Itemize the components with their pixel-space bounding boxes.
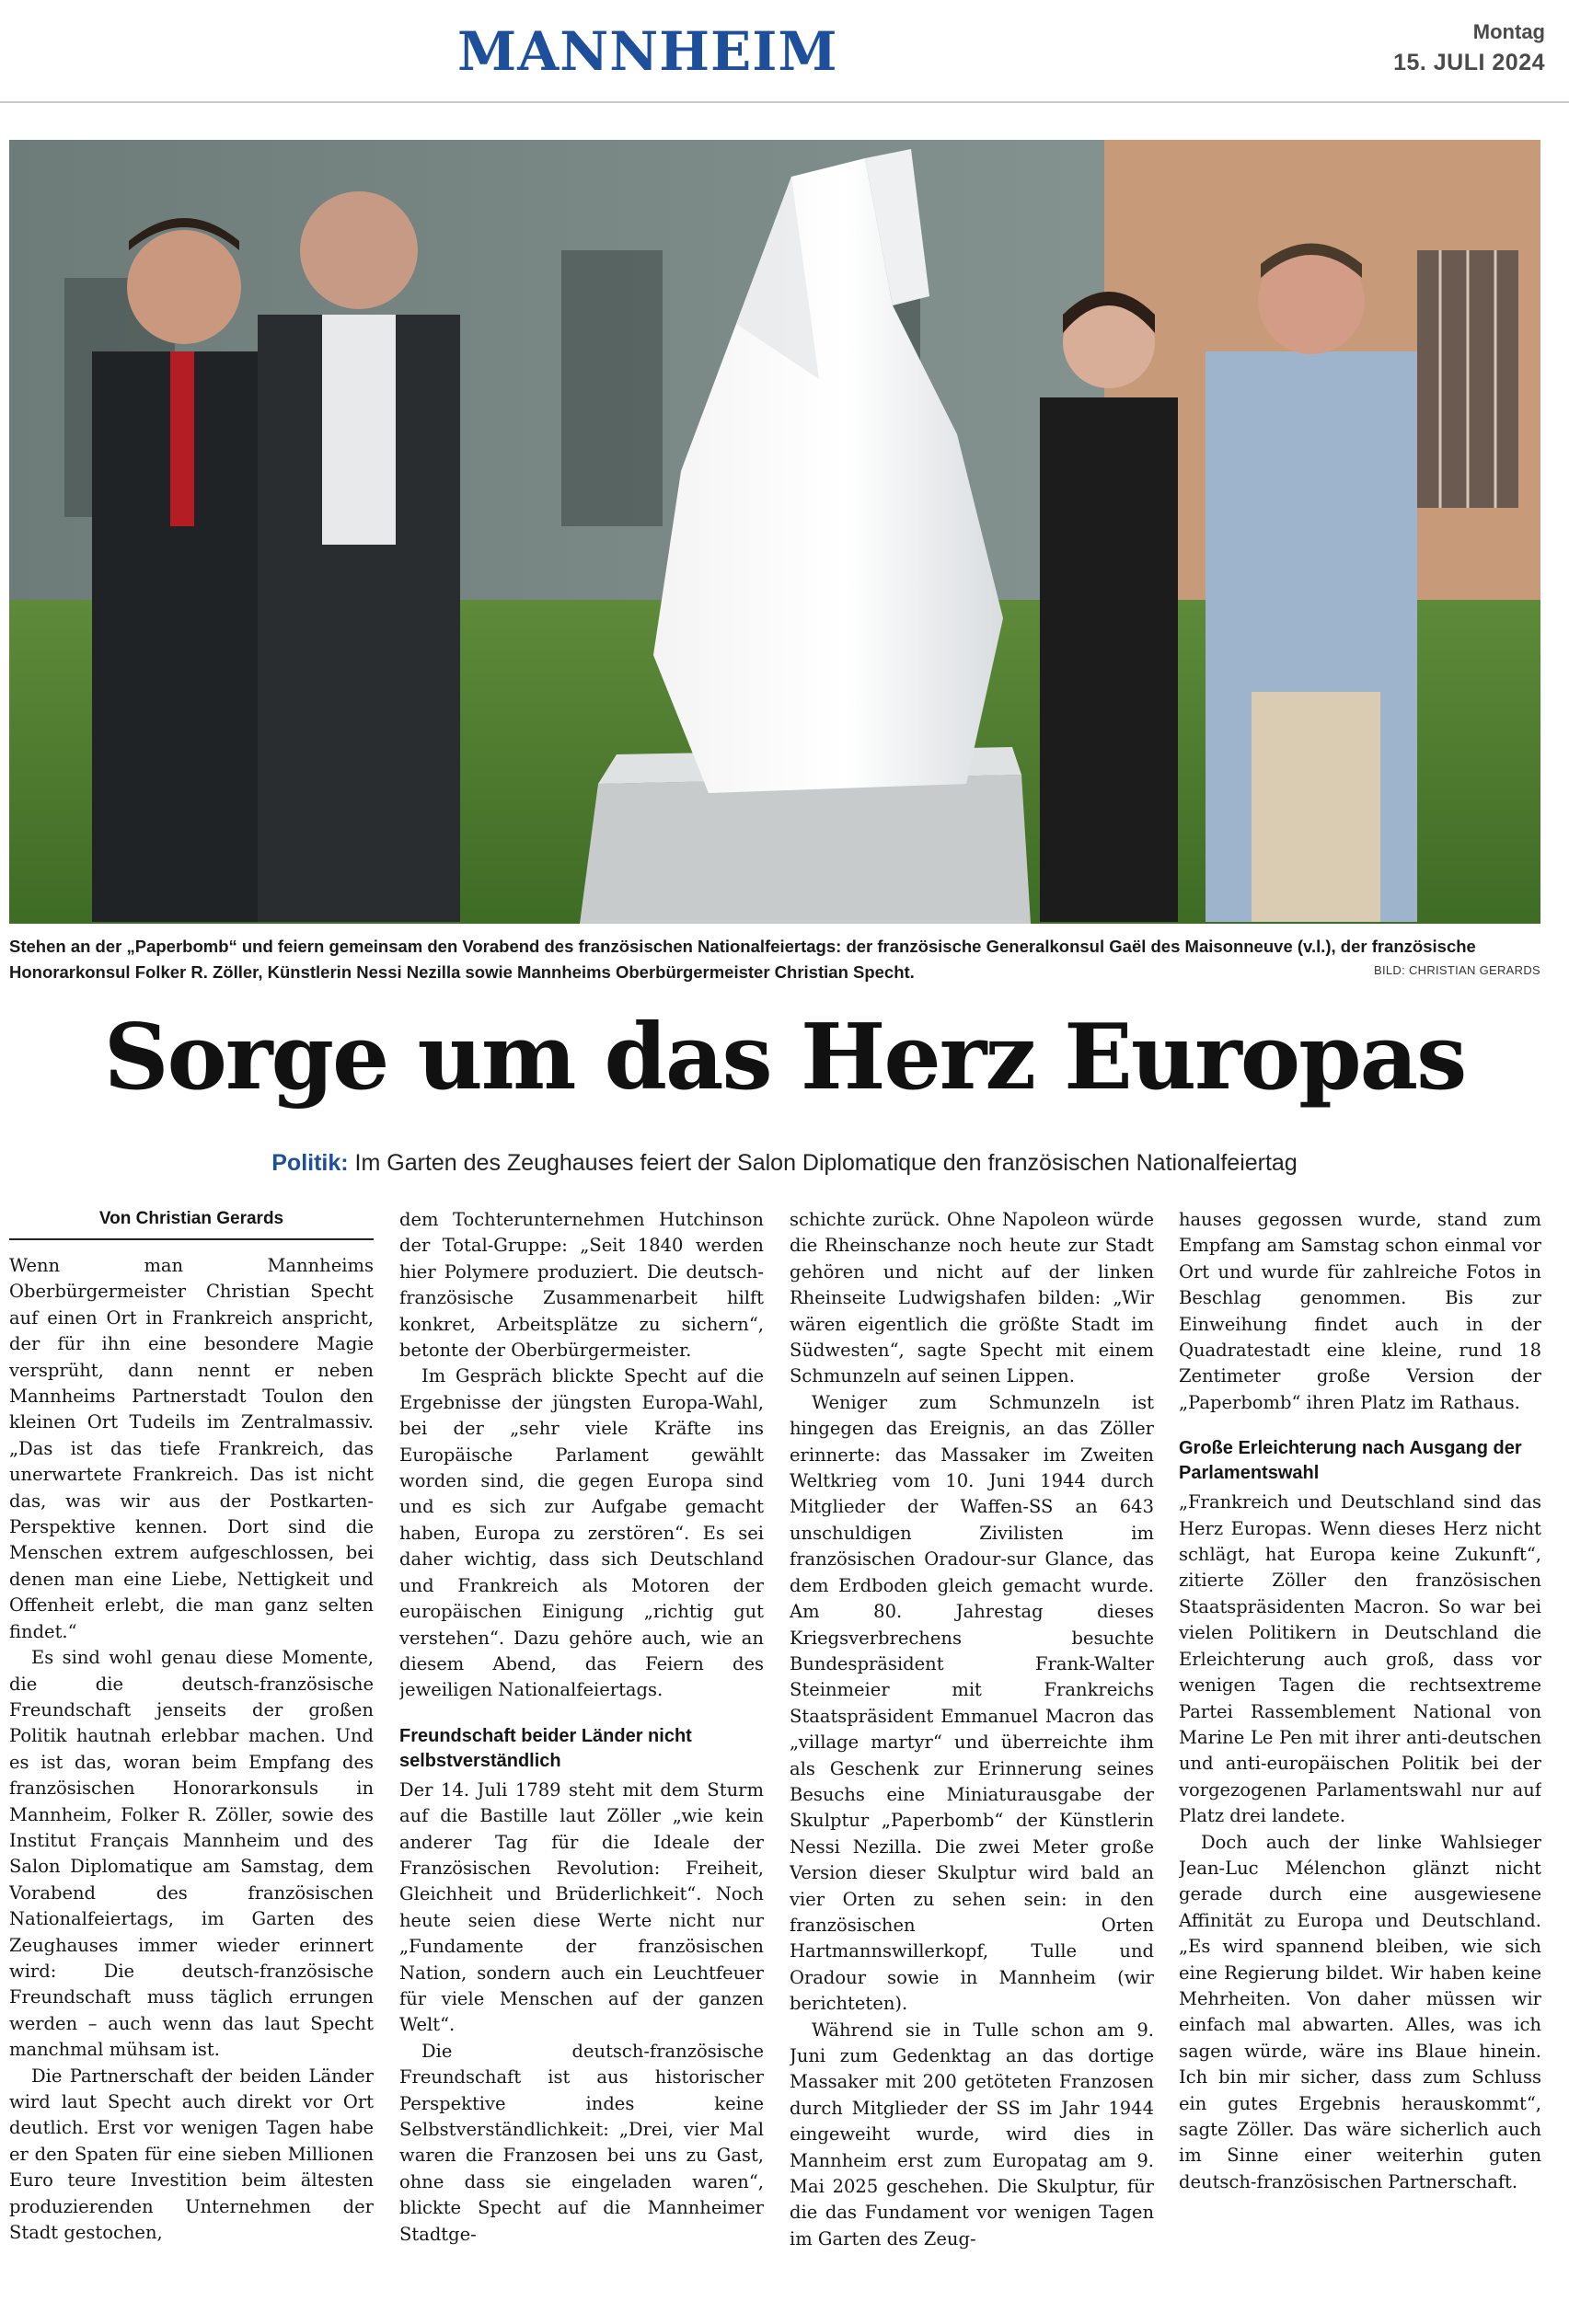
section-heading: Große Erleichterung nach Ausgang der Parlamentswahl <box>1179 1438 1522 1484</box>
weekday: Montag <box>1472 20 1545 43</box>
article-column-3 <box>790 1207 1154 2311</box>
paragraph: Wenn man Mannheims Oberbürgermeister Christian Specht auf einen Ort in Frankreich anspricht, der für ihn eine besondere Magie versprüht, dann nennt er neben Mannheims Partnerstadt Toulon den kleinen Ort Tudeils im Zentralmassiv. „Das ist das tiefe Frankreich, das unerwartete Frankreich. Das ist nicht das, was wir aus der Postkarten-Perspektive kennen. Dort sind die Menschen extrem aufgeschlossen, bei denen man eine Liebe, Nettigkeit und Offenheit erlebt, die man ganz selten findet.“ <box>9 1255 374 1642</box>
article-column-4 <box>1179 1207 1541 2311</box>
paragraph: „Frankreich und Deutschland sind das Herz Europas. Wenn dieses Herz nicht schlägt, hat Europa keine Zukunft“, zitierte Zöller den französischen Staatspräsidenten Macron. So war bei vielen Politikern in Deutschland die Erleichterung auch groß, dass vor wenigen Tagen die rechtsextreme Partei Rassemblement National von Marine Le Pen mit ihrer anti-deutschen und anti-europäischen Politik bei der vorgezogenen Parlamentswahl nur auf Platz drei landete. <box>1179 1491 1541 1827</box>
dateline <box>1393 20 1545 76</box>
article-column-1 <box>9 1207 374 2311</box>
subhead-text: Im Garten des Zeughauses feiert der Salon Diplomatique den französischen Nationalfeiertag <box>354 1150 1298 1176</box>
caption-text: Stehen an der „Paperbomb“ und feiern gemeinsam den Vorabend des französischen Nationalfeiertags: der französische Generalkonsul Gaël des Maisonneuve (v.l.), der französische Honorarkonsul Folker R. Zöller, Künstlerin Nessi Nezilla sowie Mannheims Oberbürgermeister Christian Specht. <box>9 937 1476 982</box>
paragraph: dem Tochterunternehmen Hutchinson der Total-Gruppe: „Seit 1840 werden hier Polymere produziert. Die deutsch-französische Zusammenarbeit hilft konkret, Arbeitsplätze zu sichern“, betonte der Oberbürgermeister. <box>399 1209 764 1362</box>
paragraph: Die Partnerschaft der beiden Länder wird laut Specht auch direkt vor Ort deutlich. Erst vor wenigen Tagen habe er den Spaten für eine sieben Millionen Euro teure Investition beim ältesten produzierenden Unternehmen der Stadt gestochen, <box>9 2065 374 2244</box>
kicker: Politik: <box>271 1150 349 1176</box>
issue-date: 15. JULI 2024 <box>1393 50 1545 75</box>
paragraph: schichte zurück. Ohne Napoleon würde die Rheinschanze noch heute zur Stadt gehören und nicht auf der linken Rheinseite Ludwigshafen bilden: „Wir wären eigentlich die größte Stadt im Südwesten“, sagte Specht mit einem Schmunzeln auf seinen Lippen. <box>790 1209 1154 1387</box>
masthead <box>0 0 1569 103</box>
photo-caption <box>9 934 1540 985</box>
paragraph: Es sind wohl genau diese Momente, die die deutsch-französische Freundschaft jenseits der großen Politik hautnah erlebbar machen. Und es ist das, woran beim Empfang des französischen Honorarkonsuls in Mannheim, Folker R. Zöller, sowie des Institut Français Mannheim und des Salon Diplomatique am Samstag, dem Vorabend des französischen Nationalfeiertags, im Garten des Zeughauses immer wieder erinnert wird: Die deutsch-französische Freundschaft muss täglich errungen werden – auch wenn das laut Specht manchmal mühsam ist. <box>9 1647 374 2061</box>
paragraph: Doch auch der linke Wahlsieger Jean-Luc Mélenchon glänzt nicht gerade durch eine ausgewiesene Affinität zu Europa und Deutschland. „Es wird spannend bleiben, wie sich eine Regierung bildet. Wir haben keine Mehrheiten. Von daher müssen wir einfach mal abwarten. Alles, was ich sagen würde, wäre ins Blaue hinein. Ich bin mir sicher, dass zum Schluss ein gutes Ergebnis herauskommt“, sagte Zöller. Das wäre sicherlich auch im Sinne einer weiterhin guten deutsch-französischen Partnerschaft. <box>1179 1831 1541 2192</box>
section-heading: Freundschaft beider Länder nicht selbstverständlich <box>399 1725 692 1771</box>
paragraph: Während sie in Tulle schon am 9. Juni zum Gedenktag an das dortige Massaker mit 200 getöteten Franzosen durch Mitglieder der SS im Jahr 1944 eingeweiht wurde, wird dies in Mannheim erst zum Europatag am 9. Mai 2025 geschehen. Die Skulptur, für die das Fundament vor wenigen Tagen im Garten des Zeug- <box>790 2019 1154 2249</box>
paragraph: Weniger zum Schmunzeln ist hingegen das Ereignis, an das Zöller erinnerte: das Massaker im Zweiten Weltkrieg vom 10. Juni 1944 durch Mitglieder der Waffen-SS an 643 unschuldigen Zivilisten im französischen Oradour-sur Glance, das dem Erdboden gleich gemacht wurde. Am 80. Jahrestag dieses Kriegsverbrechens besuchte Bundespräsident Frank-Walter Steinmeier mit Frankreichs Staatspräsident Emmanuel Macron das „village martyr“ und überreichte ihm als Geschenk zur Erinnerung seines Besuchs eine Miniaturausgabe der Skulptur „Paperbomb“ der Künstlerin Nessi Nezilla. Die zwei Meter große Version dieser Skulptur wird bald an vier Orten zu sehen sein: in den französischen Orten Hartmannswillerkopf, Tulle und Oradour sowie in Mannheim (wir berichteten). <box>790 1391 1154 2015</box>
paragraph: Die deutsch-französische Freundschaft ist aus historischer Perspektive indes keine Selbstverständlichkeit: „Drei, vier Mal waren die Franzosen bei uns zu Gast, ohne dass sie eingeladen waren“, blickte Specht auf die Mannheimer Stadtge- <box>399 2040 764 2245</box>
article-column-2 <box>399 1207 764 2311</box>
headline: Sorge um das Herz Europas <box>103 1005 1466 1110</box>
article-photo <box>9 140 1540 924</box>
paragraph: Im Gespräch blickte Specht auf die Ergebnisse der jüngsten Europa-Wahl, bei der „sehr viele Kräfte ins Europäische Parlament gewählt worden sind, die gegen Europa sind und es sich zur Aufgabe gemacht haben, Europa zu zerstören“. Es sei daher wichtig, dass sich Deutschland und Frankreich als Motoren der europäischen Einigung „richtig gut verstehen“. Dazu gehöre auch, wie an diesem Abend, das Feiern des jeweiligen Nationalfeiertags. <box>399 1365 764 1701</box>
byline: Von Christian Gerards <box>9 1207 374 1240</box>
paragraph: hauses gegossen wurde, stand zum Empfang am Samstag schon einmal vor Ort und wurde für zahlreiche Fotos in Beschlag genommen. Bis zur Einweihung findet auch in der Quadratestadt eine kleine, rund 18 Zentimeter große Version der „Paperbomb“ ihren Platz im Rathaus. <box>1179 1209 1541 1413</box>
section-title: MANNHEIM <box>457 20 838 83</box>
paragraph: Der 14. Juli 1789 steht mit dem Sturm auf die Bastille laut Zöller „wie kein anderer Tag für die Ideale der Französischen Revolution: Freiheit, Gleichheit und Brüderlichkeit“. Noch heute seien diese Werte nicht nur „Fundamente der französischen Nation, sondern auch ein Leuchtfeuer für viele Menschen auf der ganzen Welt“. <box>399 1778 764 2036</box>
photo-credit: BILD: CHRISTIAN GERARDS <box>1374 963 1540 977</box>
subheadline <box>0 1148 1569 1178</box>
